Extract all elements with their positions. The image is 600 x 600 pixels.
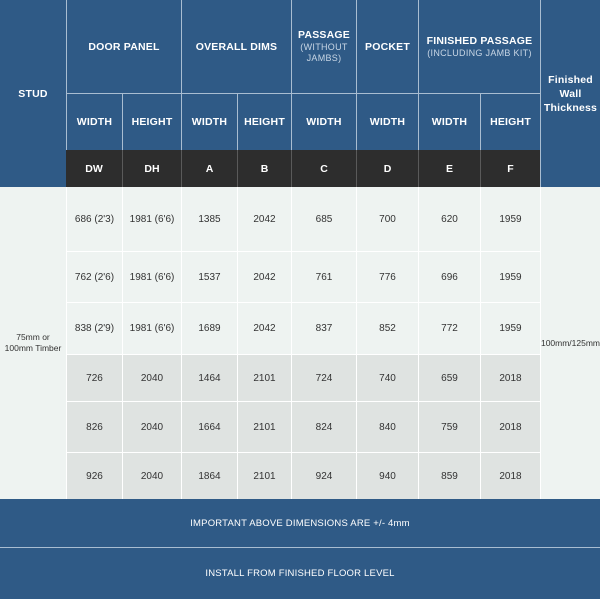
table-cell: 838 (2'9): [66, 302, 122, 354]
table-cell: 724: [291, 354, 356, 401]
finished-wall-header: [540, 0, 600, 187]
table-cell: 761: [291, 251, 356, 302]
table-cell: 1981 (6'6): [122, 187, 181, 251]
table-cell: 2018: [480, 354, 540, 401]
table-cell: 2101: [237, 354, 291, 401]
passage-header: [291, 0, 356, 93]
door-panel-header-label: DOOR PANEL: [88, 40, 160, 53]
finished-passage-header-label: FINISHED PASSAGE: [426, 35, 533, 47]
table-cell: 1664: [181, 401, 237, 452]
table-cell: 2042: [237, 251, 291, 302]
subheader-label: HEIGHT: [131, 116, 173, 128]
table-cell: 824: [291, 401, 356, 452]
table-cell: 2101: [237, 401, 291, 452]
finished-passage-header-sublabel: (INCLUDING JAMB KIT): [427, 48, 532, 58]
wall-thickness-value: [540, 187, 600, 499]
table-cell: 700: [356, 187, 418, 251]
overall-dims-header: [181, 0, 291, 93]
table-cell: 2040: [122, 452, 181, 499]
table-cell: 2018: [480, 401, 540, 452]
code-cell: DH: [122, 150, 181, 187]
table-cell: 840: [356, 401, 418, 452]
subheader-label: HEIGHT: [244, 116, 285, 128]
table-cell: 1959: [480, 302, 540, 354]
subheader-label: WIDTH: [431, 116, 468, 128]
wall-thickness-value-label: 100mm/125mm: [540, 337, 600, 348]
table-cell: 826: [66, 401, 122, 452]
table-cell: 2042: [237, 302, 291, 354]
subheader-label: HEIGHT: [490, 116, 531, 128]
code-cell: F: [480, 150, 540, 187]
subheader-f-height: [480, 93, 540, 150]
table-cell: 926: [66, 452, 122, 499]
table-cell: 1537: [181, 251, 237, 302]
code-cell: B: [237, 150, 291, 187]
table-cell: 1864: [181, 452, 237, 499]
table-cell: 762 (2'6): [66, 251, 122, 302]
table-cell: 776: [356, 251, 418, 302]
overall-dims-header-label: OVERALL DIMS: [195, 40, 278, 53]
code-cell: DW: [66, 150, 122, 187]
table-cell: 859: [418, 452, 480, 499]
install-note: [0, 547, 600, 599]
install-note-label: INSTALL FROM FINISHED FLOOR LEVEL: [205, 568, 395, 579]
subheader-e-width: [418, 93, 480, 150]
table-cell: 2042: [237, 187, 291, 251]
table-cell: 1981 (6'6): [122, 251, 181, 302]
passage-header-label: PASSAGE: [298, 29, 350, 41]
table-cell: 1689: [181, 302, 237, 354]
subheader-label: WIDTH: [191, 116, 228, 128]
table-cell: 696: [418, 251, 480, 302]
subheader-label: WIDTH: [306, 116, 342, 128]
subheader-dw-width: [66, 93, 122, 150]
subheader-dh-height: [122, 93, 181, 150]
table-cell: 2018: [480, 452, 540, 499]
table-cell: 726: [66, 354, 122, 401]
dimensions-tolerance-note-label: IMPORTANT ABOVE DIMENSIONS ARE +/- 4mm: [190, 517, 410, 529]
table-cell: 1385: [181, 187, 237, 251]
table-cell: 659: [418, 354, 480, 401]
table-cell: 2040: [122, 354, 181, 401]
table-cell: 837: [291, 302, 356, 354]
table-cell: 2040: [122, 401, 181, 452]
table-cell: 686 (2'3): [66, 187, 122, 251]
stud-value: [0, 187, 66, 499]
table-cell: 740: [356, 354, 418, 401]
table-cell: 1959: [480, 251, 540, 302]
table-cell: 1959: [480, 187, 540, 251]
stud-header-label: STUD: [18, 87, 48, 100]
dimensions-tolerance-note: [0, 499, 600, 547]
table-cell: 2101: [237, 452, 291, 499]
subheader-label: WIDTH: [76, 116, 113, 128]
subheader-label: WIDTH: [369, 116, 406, 128]
table-cell: 685: [291, 187, 356, 251]
pocket-header: [356, 0, 418, 93]
code-cell: E: [418, 150, 480, 187]
table-cell: 852: [356, 302, 418, 354]
subheader-a-width: [181, 93, 237, 150]
table-cell: 1464: [181, 354, 237, 401]
table-cell: 772: [418, 302, 480, 354]
table-cell: 1981 (6'6): [122, 302, 181, 354]
table-cell: 620: [418, 187, 480, 251]
code-cell: A: [181, 150, 237, 187]
code-cell: D: [356, 150, 418, 187]
pocket-header-label: POCKET: [365, 40, 410, 53]
door-panel-header: [66, 0, 181, 93]
subheader-b-height: [237, 93, 291, 150]
table-cell: 940: [356, 452, 418, 499]
code-cell: C: [291, 150, 356, 187]
finished-passage-header: [418, 0, 540, 93]
subheader-d-width: [356, 93, 418, 150]
subheader-c-width: [291, 93, 356, 150]
finished-wall-header-label: Finished Wall Thickness: [543, 73, 598, 114]
table-cell: 759: [418, 401, 480, 452]
passage-header-sublabel: (WITHOUT JAMBS): [300, 42, 348, 63]
stud-header: [0, 0, 66, 187]
stud-value-label: 75mm or 100mm Timber: [4, 332, 62, 353]
table-cell: 924: [291, 452, 356, 499]
